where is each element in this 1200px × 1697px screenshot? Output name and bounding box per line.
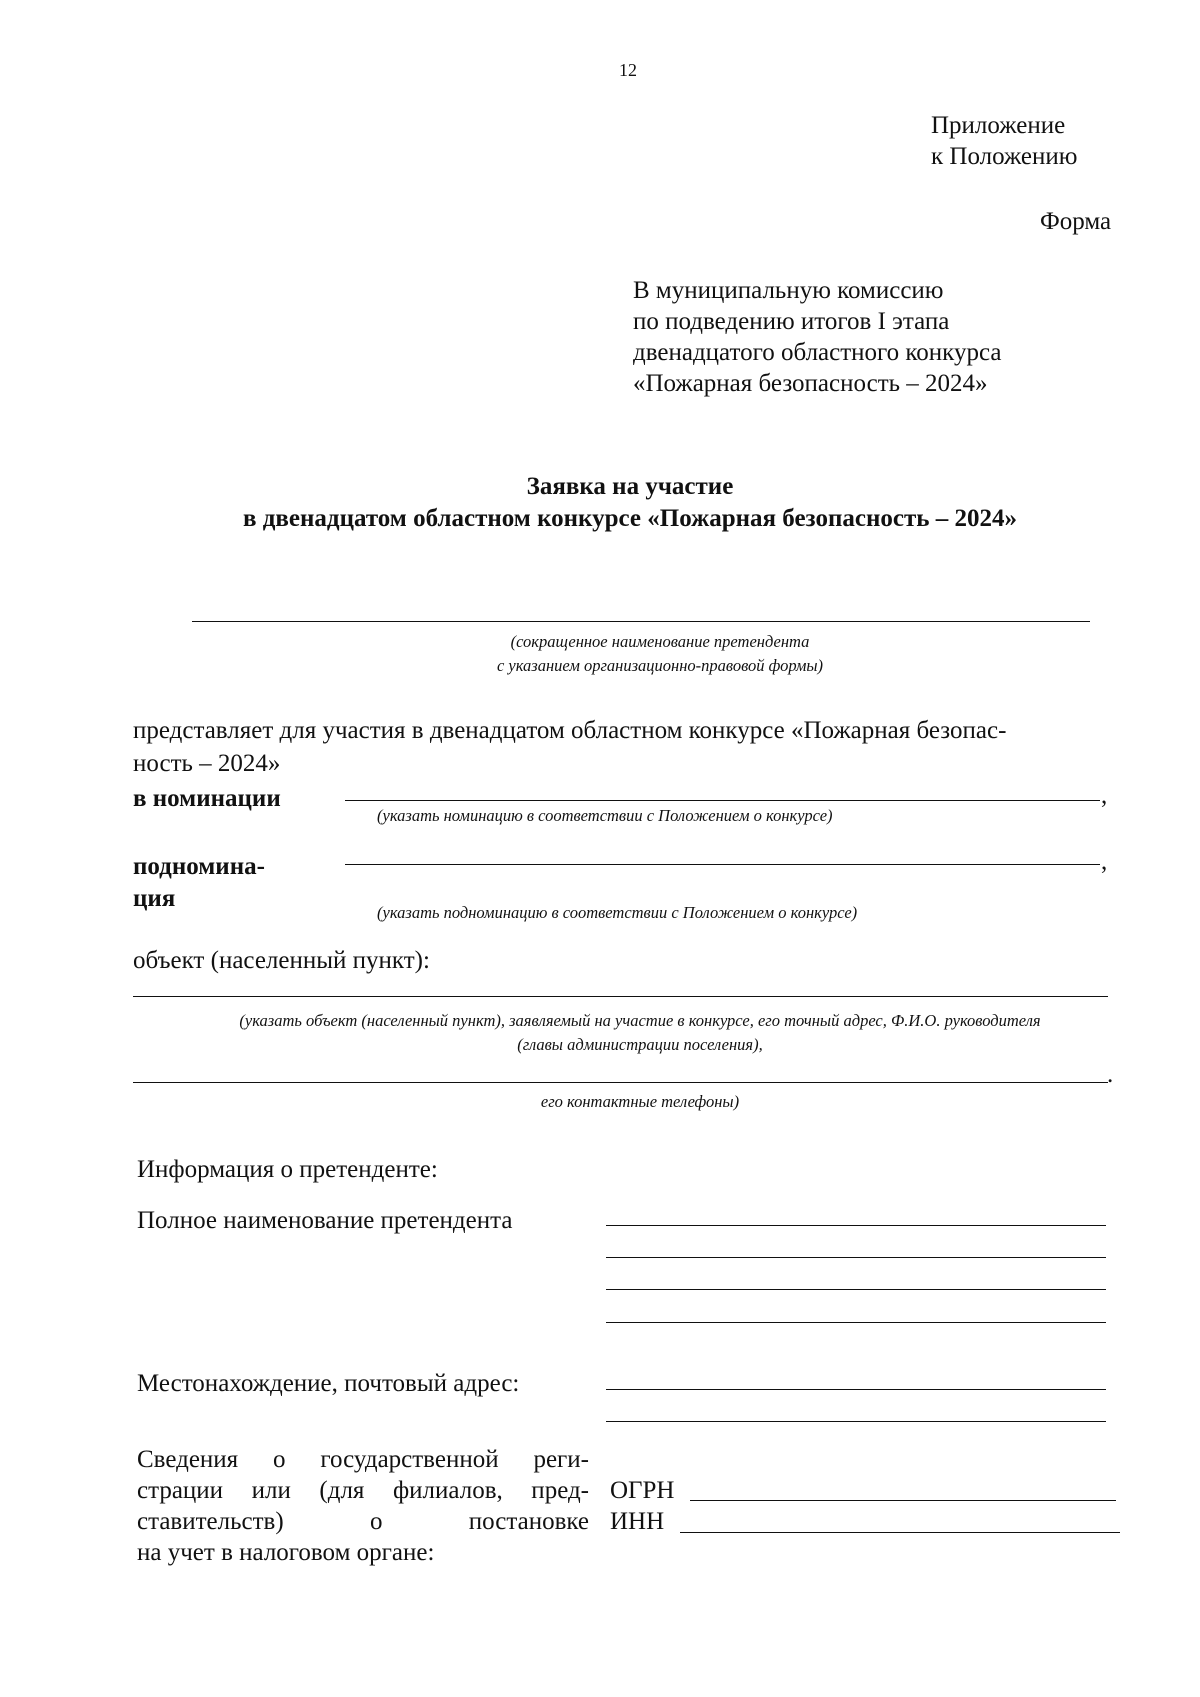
full-name-line-2[interactable] xyxy=(606,1257,1106,1258)
ogrn-label: ОГРН xyxy=(610,1477,675,1504)
object-hint-line-3: его контактные телефоны) xyxy=(540,1092,740,1111)
full-name-label: Полное наименование претендента xyxy=(137,1207,513,1234)
registration-line-2: страции или (для филиалов, пред- xyxy=(137,1477,589,1504)
appendix-line-1: Приложение xyxy=(931,112,1066,139)
nomination-input-line[interactable] xyxy=(345,800,1100,801)
registration-line-3: ставительств) о постановке xyxy=(137,1508,589,1535)
applicant-short-name-line[interactable] xyxy=(192,621,1090,622)
registration-line-1: Сведения о государственной реги- xyxy=(137,1446,589,1473)
subnomination-hint: (указать подноминацию в соответствии с Положением о конкурсе) xyxy=(377,903,858,922)
form-label: Форма xyxy=(1040,208,1112,235)
info-heading: Информация о претенденте: xyxy=(137,1156,438,1183)
applicant-hint-line-1: (сокращенное наименование претендента xyxy=(510,632,810,651)
nomination-hint: (указать номинацию в соответствии с Положением о конкурсе) xyxy=(377,806,833,825)
subnomination-label-line-1: подномина- xyxy=(133,853,265,880)
object-contacts-line[interactable] xyxy=(133,1082,1108,1083)
addressee-line-1: В муниципальную комиссию xyxy=(633,277,944,304)
address-line-1[interactable] xyxy=(606,1389,1106,1390)
presents-line-2: ность – 2024» xyxy=(133,750,281,777)
subnomination-comma: , xyxy=(1101,848,1108,875)
object-hint-line-1: (указать объект (населенный пункт), заявляемый на участие в конкурсе, его точный адрес, Ф.И.О. руководителя xyxy=(239,1011,1041,1030)
addressee-line-4: «Пожарная безопасность – 2024» xyxy=(633,370,988,397)
inn-input-line[interactable] xyxy=(680,1532,1120,1533)
presents-line-1: представляет для участия в двенадцатом областном конкурсе «Пожарная безопас- xyxy=(133,717,1007,744)
object-input-line[interactable] xyxy=(133,996,1108,997)
subnomination-input-line[interactable] xyxy=(345,864,1100,865)
addressee-line-2: по подведению итогов I этапа xyxy=(633,308,950,335)
nomination-label: в номинации xyxy=(133,785,281,812)
addressee-line-3: двенадцатого областного конкурса xyxy=(633,339,1002,366)
registration-line-4: на учет в налоговом органе: xyxy=(137,1539,435,1566)
ogrn-input-line[interactable] xyxy=(690,1500,1116,1501)
subnomination-label-line-2: ция xyxy=(133,885,176,912)
page-number: 12 xyxy=(619,60,637,80)
address-line-2[interactable] xyxy=(606,1421,1106,1422)
appendix-line-2: к Положению xyxy=(931,143,1078,170)
applicant-hint-line-2: с указанием организационно-правовой формы) xyxy=(496,656,824,675)
object-period: . xyxy=(1107,1061,1114,1088)
full-name-line-4[interactable] xyxy=(606,1322,1106,1323)
full-name-line-1[interactable] xyxy=(606,1225,1106,1226)
inn-label: ИНН xyxy=(610,1508,665,1535)
title-line-1: Заявка на участие xyxy=(526,473,734,500)
address-label: Местонахождение, почтовый адрес: xyxy=(137,1370,520,1397)
full-name-line-3[interactable] xyxy=(606,1289,1106,1290)
object-hint-line-2: (главы администрации поселения), xyxy=(517,1035,763,1054)
nomination-comma: , xyxy=(1101,782,1108,809)
object-label: объект (населенный пункт): xyxy=(133,947,430,974)
title-line-2: в двенадцатом областном конкурсе «Пожарная безопасность – 2024» xyxy=(243,505,1017,532)
